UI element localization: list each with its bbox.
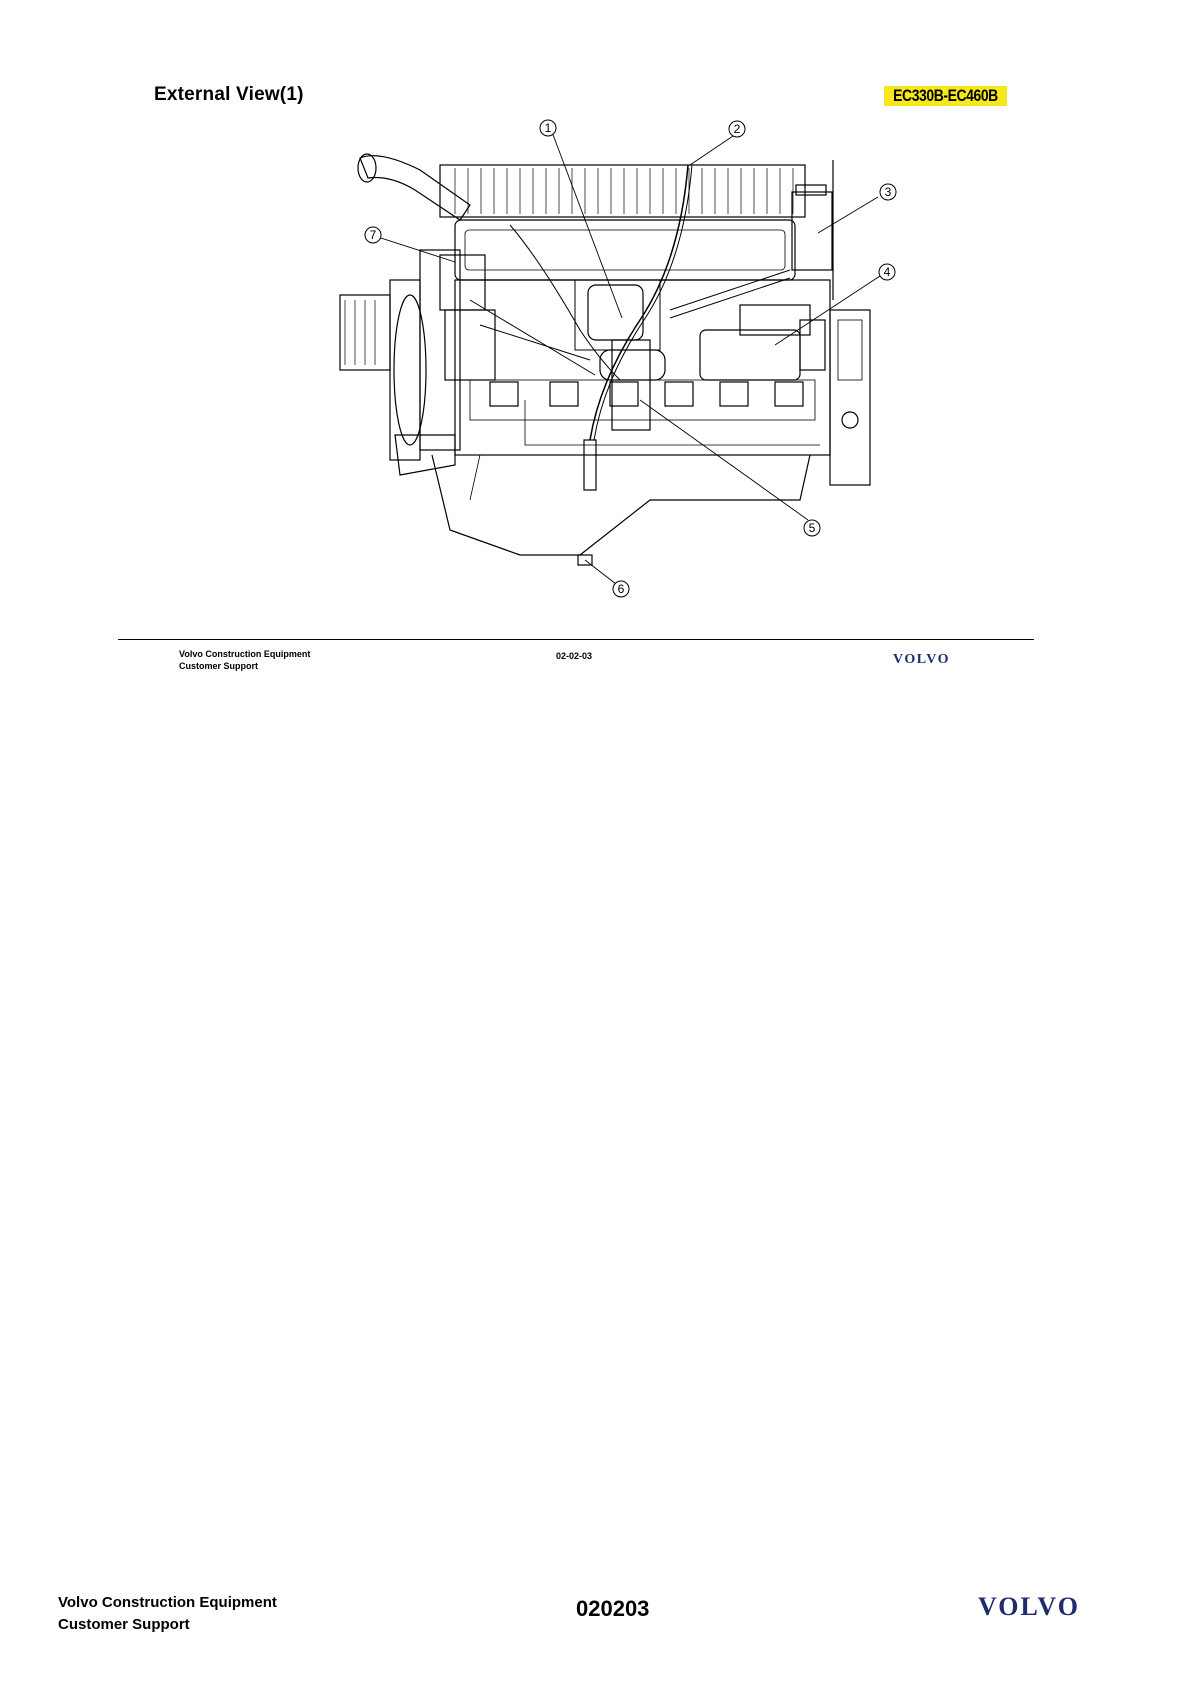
filter-3	[792, 192, 832, 270]
callout-5	[804, 520, 820, 536]
svg-text:2: 2	[733, 122, 741, 136]
large-page-code: 020203	[576, 1596, 650, 1621]
callout-4	[879, 264, 895, 280]
model-badge: EC330B-EC460B	[884, 86, 1007, 106]
svg-text:VOLVO: VOLVO	[893, 652, 950, 667]
starter-motor	[700, 330, 800, 380]
svg-text:4: 4	[883, 265, 891, 279]
small-footer-line2: Customer Support	[179, 661, 259, 671]
svg-text:5: 5	[808, 521, 816, 535]
large-footer-company	[58, 1592, 277, 1636]
page-title: External View(1)	[154, 84, 304, 105]
callout-1	[540, 120, 556, 136]
large-footer-line1: Volvo Construction Equipment	[58, 1594, 277, 1611]
footer-divider	[118, 639, 1034, 640]
small-footer-company	[179, 648, 310, 672]
oil-sump	[432, 455, 810, 555]
svg-text:1: 1	[544, 121, 552, 135]
svg-text:7: 7	[369, 228, 377, 242]
valve-cover	[440, 165, 805, 217]
oil-filter	[612, 340, 650, 430]
volvo-logo-large	[978, 1593, 1128, 1619]
svg-text:6: 6	[617, 582, 625, 596]
callout-2	[729, 121, 745, 137]
callout-7	[365, 227, 381, 243]
volvo-logo-small	[893, 651, 973, 665]
flywheel-housing	[830, 310, 870, 485]
svg-text:VOLVO: VOLVO	[978, 1592, 1080, 1621]
small-page-code: 02-02-03	[556, 651, 593, 661]
large-footer-line2: Customer Support	[58, 1616, 190, 1633]
callout-6	[613, 581, 629, 597]
small-footer-line1: Volvo Construction Equipment	[179, 649, 311, 659]
svg-text:3: 3	[884, 185, 892, 199]
engine-external-view-diagram	[310, 115, 890, 615]
callout-3	[880, 184, 896, 200]
